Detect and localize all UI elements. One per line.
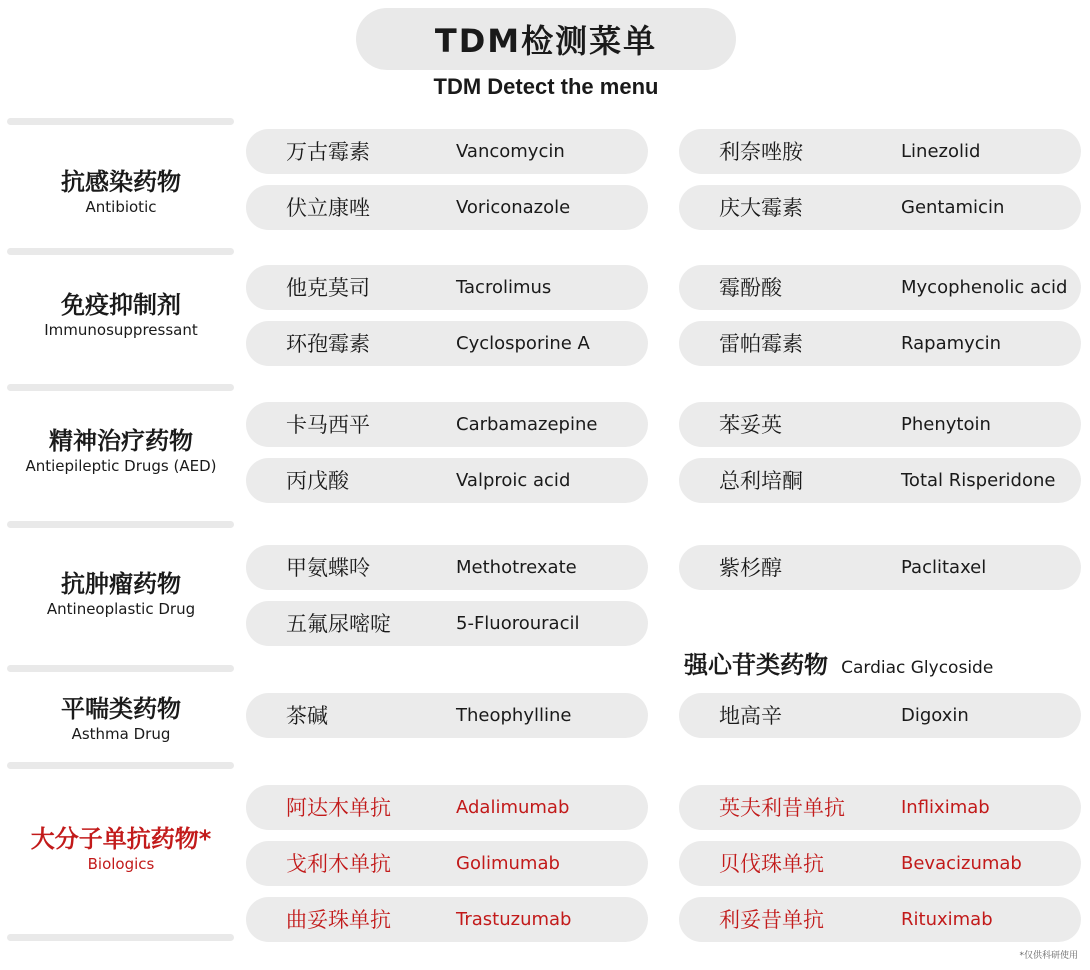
page-subtitle: TDM Detect the menu <box>433 74 659 99</box>
drug-item <box>679 785 1081 830</box>
drug-name-en: Bevacizumab <box>901 853 1022 874</box>
divider <box>7 762 234 769</box>
drug-name-zh: 五氟尿嘧啶 <box>286 612 391 636</box>
drug-name-en: Mycophenolic acid <box>901 277 1068 298</box>
drug-name-en: Adalimumab <box>456 797 570 818</box>
drug-name-en: Theophylline <box>456 705 572 726</box>
drug-item <box>679 321 1081 366</box>
drug-item <box>246 785 648 830</box>
divider <box>7 384 234 391</box>
drug-name-zh: 地高辛 <box>719 704 782 728</box>
drug-item <box>246 402 648 447</box>
drug-item <box>679 693 1081 738</box>
drug-item <box>246 321 648 366</box>
category-label-en: Asthma Drug <box>71 725 171 743</box>
drug-name-zh: 紫杉醇 <box>719 556 782 580</box>
drug-name-zh: 霉酚酸 <box>719 276 782 300</box>
footnote: *仅供科研使用 <box>1019 951 1078 961</box>
drug-name-zh: 万古霉素 <box>286 140 370 164</box>
drug-name-zh: 卡马西平 <box>286 413 370 437</box>
section-heading-zh: 强心苷类药物 <box>684 651 828 679</box>
category-asthma <box>8 694 234 744</box>
drug-name-en: Methotrexate <box>456 557 577 578</box>
drug-name-en: Rapamycin <box>901 333 1002 354</box>
drug-item <box>679 402 1081 447</box>
category-antineoplastic <box>8 569 234 619</box>
section-heading-cardiac <box>684 645 993 680</box>
drug-name-en: Valproic acid <box>456 470 571 491</box>
drug-item <box>246 693 648 738</box>
drug-name-en: Phenytoin <box>901 414 991 435</box>
drug-name-zh: 英夫利昔单抗 <box>719 796 845 820</box>
drug-name-en: Digoxin <box>901 705 969 726</box>
category-label-zh: 抗感染药物 <box>61 168 181 196</box>
drug-item <box>679 841 1081 886</box>
drug-name-zh: 曲妥珠单抗 <box>286 908 391 932</box>
drug-name-en: Golimumab <box>456 853 560 874</box>
category-label-en: Biologics <box>87 855 155 873</box>
drug-item <box>246 545 648 590</box>
category-aed <box>8 426 234 476</box>
drug-item <box>679 897 1081 942</box>
drug-name-zh: 阿达木单抗 <box>286 796 391 820</box>
drug-name-en: Rituximab <box>901 909 993 930</box>
drug-name-en: Paclitaxel <box>901 557 987 578</box>
drug-item <box>246 897 648 942</box>
drug-name-zh: 茶碱 <box>286 704 328 728</box>
drug-name-zh: 甲氨蝶呤 <box>286 556 370 580</box>
drug-name-en: Linezolid <box>901 141 981 162</box>
divider <box>7 521 234 528</box>
drug-name-en: Vancomycin <box>456 141 565 162</box>
drug-name-en: Total Risperidone <box>901 470 1056 491</box>
drug-name-zh: 雷帕霉素 <box>719 332 803 356</box>
category-label-zh: 免疫抑制剂 <box>61 291 181 319</box>
divider <box>7 118 234 125</box>
category-label-zh: 精神治疗药物 <box>49 427 193 455</box>
divider <box>7 934 234 941</box>
drug-name-en: Infliximab <box>901 797 990 818</box>
drug-item <box>679 185 1081 230</box>
drug-name-zh: 庆大霉素 <box>719 196 803 220</box>
drug-name-en: Cyclosporine A <box>456 333 590 354</box>
drug-item <box>246 185 648 230</box>
category-label-en: Immunosuppressant <box>44 321 198 339</box>
category-biologics <box>8 824 234 874</box>
category-label-en: Antibiotic <box>85 198 157 216</box>
drug-item <box>246 841 648 886</box>
page-title-pill <box>356 8 736 70</box>
drug-name-en: Carbamazepine <box>456 414 598 435</box>
category-antibiotic <box>8 167 234 217</box>
drug-name-zh: 环孢霉素 <box>286 332 370 356</box>
drug-item <box>246 601 648 646</box>
drug-item <box>679 129 1081 174</box>
category-label-zh: 抗肿瘤药物 <box>61 570 181 598</box>
drug-item <box>679 458 1081 503</box>
drug-name-en: Trastuzumab <box>456 909 572 930</box>
drug-item <box>679 545 1081 590</box>
drug-name-en: Gentamicin <box>901 197 1005 218</box>
drug-name-zh: 利奈唑胺 <box>719 140 803 164</box>
drug-name-zh: 苯妥英 <box>719 413 782 437</box>
drug-item <box>679 265 1081 310</box>
drug-name-en: Voriconazole <box>456 197 571 218</box>
drug-name-zh: 丙戊酸 <box>286 469 349 493</box>
category-label-en: Antineoplastic Drug <box>46 600 196 618</box>
drug-item <box>246 265 648 310</box>
drug-name-en: Tacrolimus <box>456 277 552 298</box>
drug-name-en: 5-Fluorouracil <box>456 613 580 634</box>
drug-name-zh: 贝伐珠单抗 <box>719 852 824 876</box>
drug-name-zh: 戈利木单抗 <box>286 852 391 876</box>
divider <box>7 665 234 672</box>
category-immunosuppressant <box>8 290 234 340</box>
drug-item <box>246 458 648 503</box>
drug-name-zh: 他克莫司 <box>286 276 370 300</box>
drug-item <box>246 129 648 174</box>
category-label-zh: 大分子单抗药物* <box>30 825 212 853</box>
drug-name-zh: 利妥昔单抗 <box>719 908 824 932</box>
section-heading-en: Cardiac Glycoside <box>841 658 994 678</box>
divider <box>7 248 234 255</box>
category-label-en: Antiepileptic Drugs (AED) <box>25 457 217 475</box>
drug-name-zh: 伏立康唑 <box>286 196 370 220</box>
drug-name-zh: 总利培酮 <box>719 469 803 493</box>
page-title: TDM检测菜单 <box>434 22 658 60</box>
category-label-zh: 平喘类药物 <box>61 695 181 723</box>
